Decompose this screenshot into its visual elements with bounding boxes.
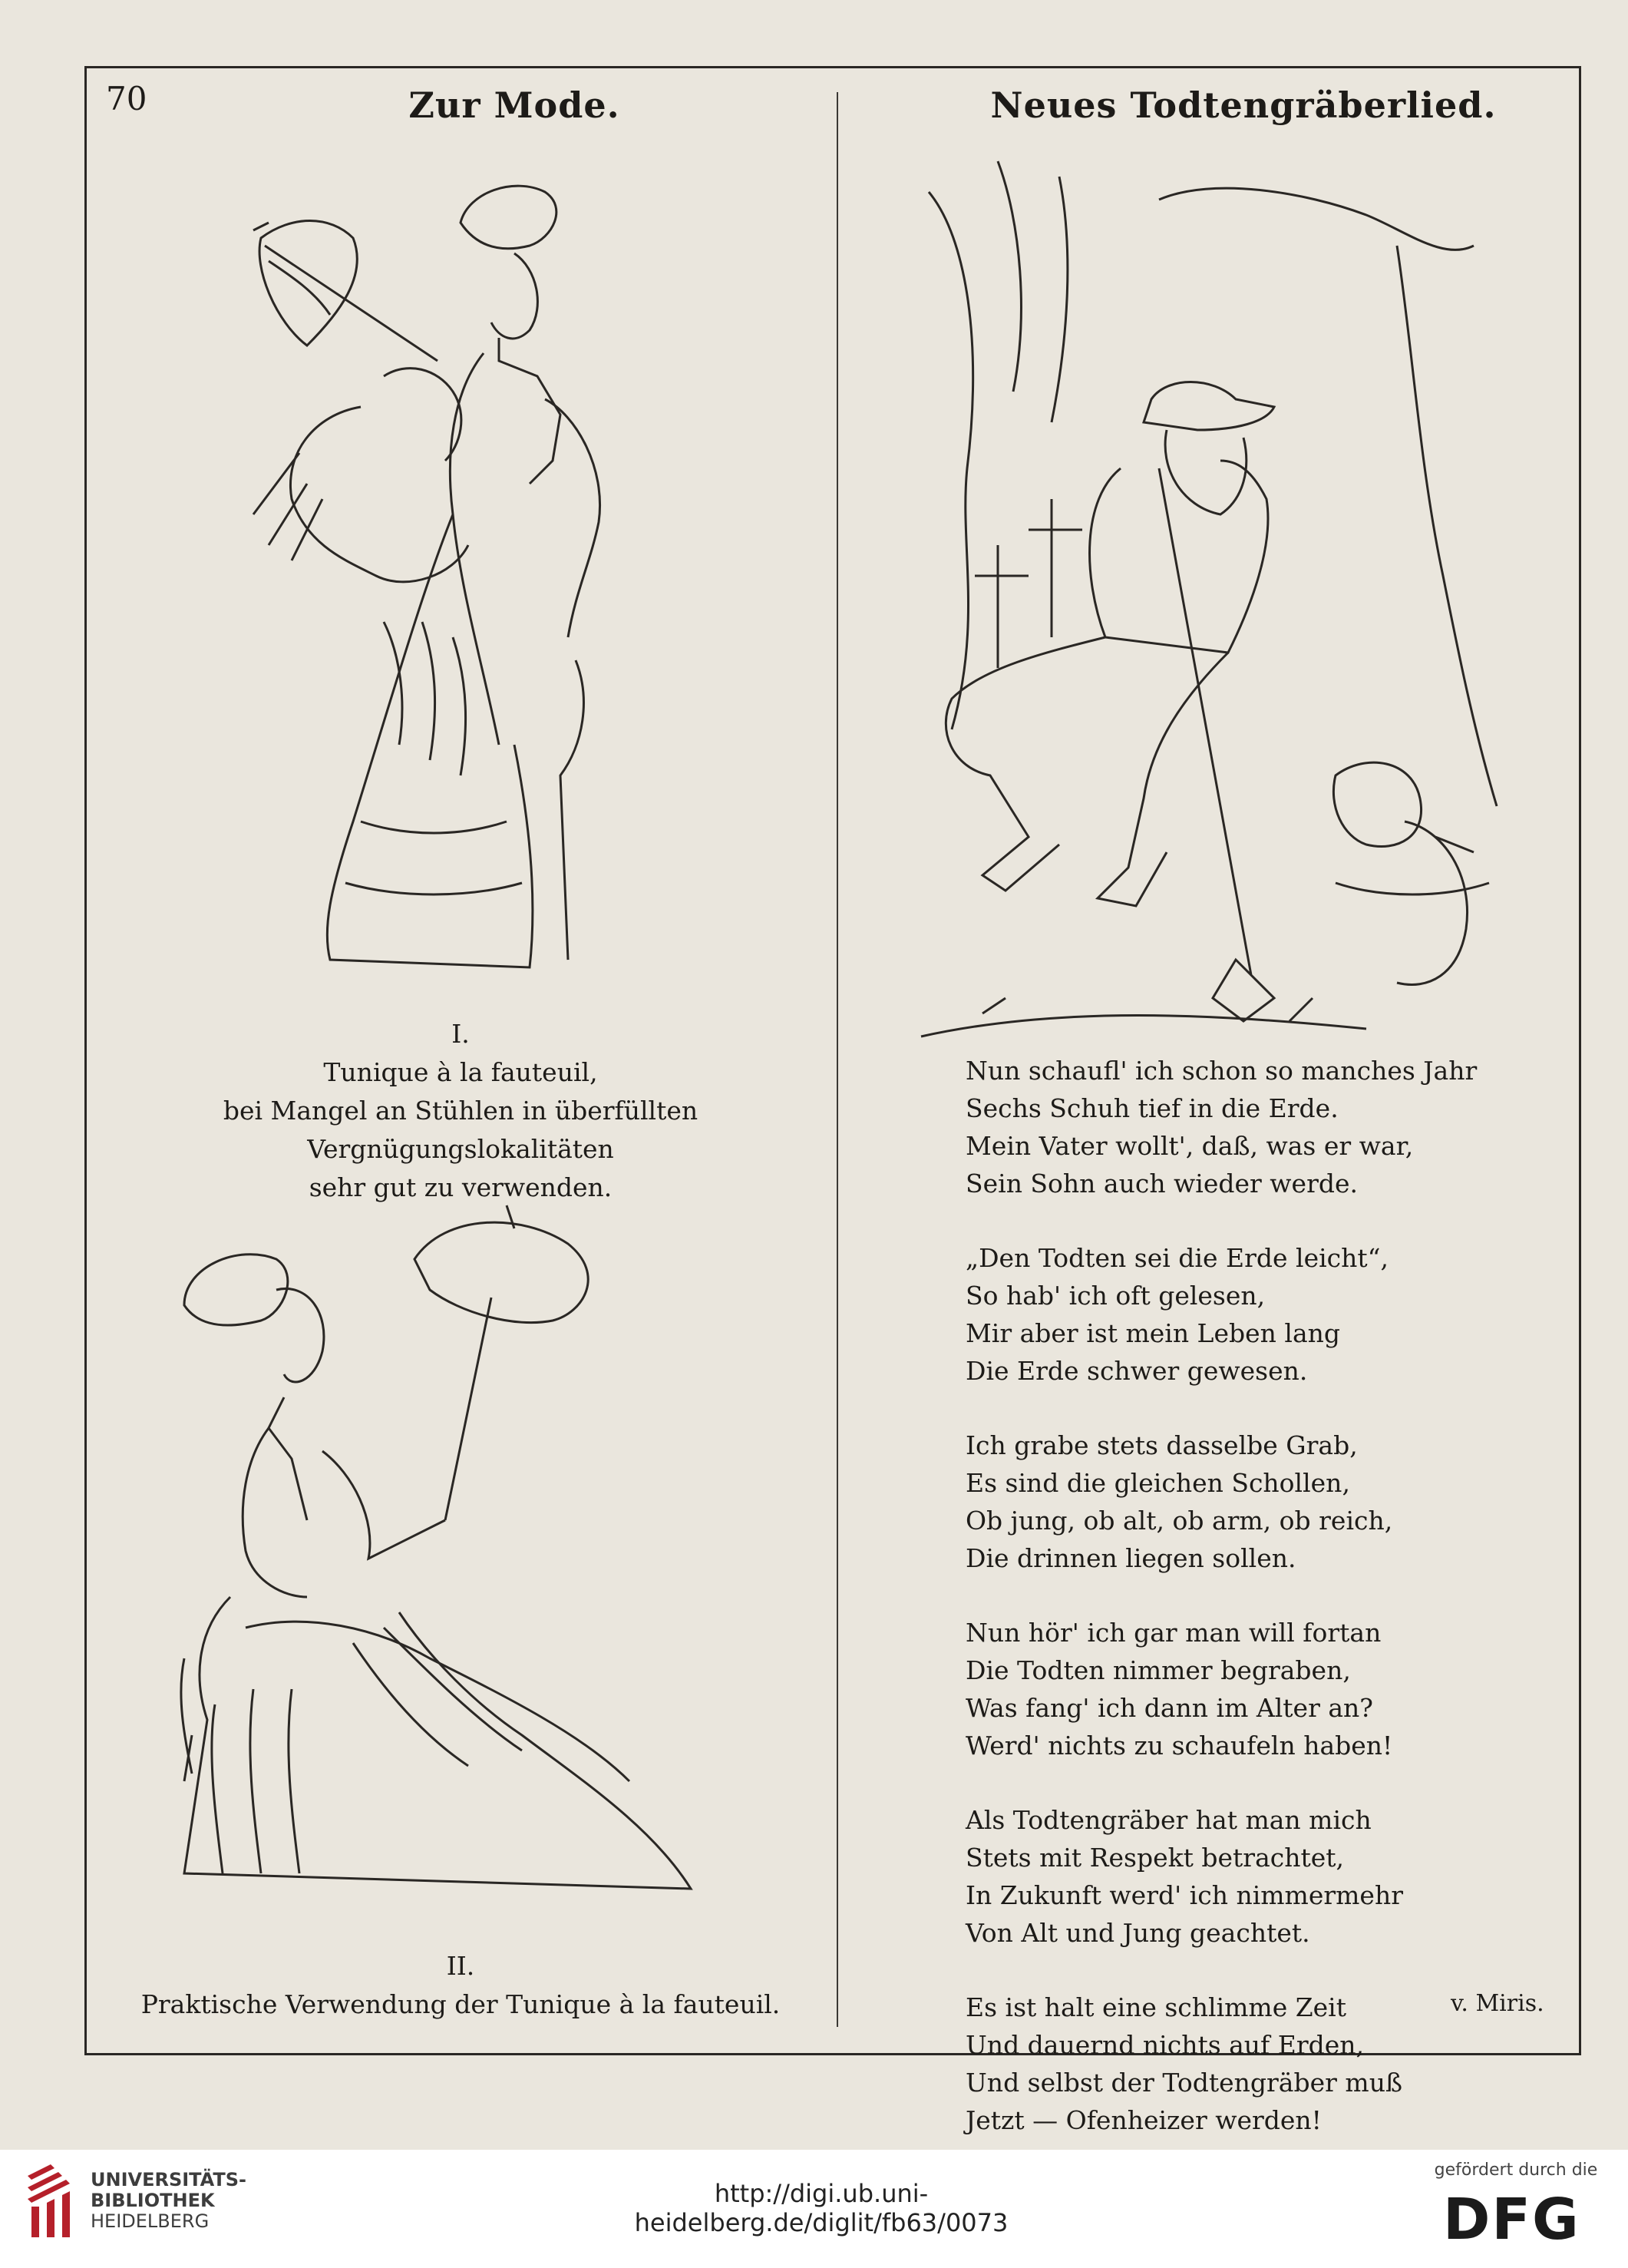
dfg-logo: DFG — [1443, 2187, 1580, 2253]
caption-1-numeral: I. — [451, 1019, 470, 1049]
poem-stanza-2 — [966, 1239, 1518, 1390]
caption-1-line-2: bei Mangel an Stühlen in überfüllten Vergnügungslokalitäten — [223, 1096, 698, 1164]
poem-line: Und selbst der Todtengräber muß — [966, 2068, 1402, 2098]
poem-line: Jetzt — Ofenheizer werden! — [966, 2105, 1322, 2135]
university-library-logo-icon — [20, 2161, 81, 2245]
poem-line: Mir aber ist mein Leben lang — [966, 1318, 1341, 1348]
caption-illustration-1 — [123, 1015, 798, 1207]
poem-line: Sein Sohn auch wieder werde. — [966, 1169, 1359, 1198]
column-divider — [837, 92, 838, 2027]
poem-line: In Zukunft werd' ich nimmermehr — [966, 1880, 1403, 1910]
poem-stanza-5 — [966, 1801, 1518, 1952]
poem-line: Werd' nichts zu schaufeln haben! — [966, 1731, 1393, 1761]
caption-2-line-1: Praktische Verwendung der Tunique à la fauteuil. — [140, 1989, 781, 2019]
poem-stanza-6 — [966, 1989, 1518, 2139]
university-library-name — [91, 2170, 246, 2232]
caption-1-line-3: sehr gut zu verwenden. — [309, 1172, 613, 1202]
illustration-gravedigger — [906, 146, 1504, 1044]
poem-line: Mein Vater wollt', daß, was er war, — [966, 1131, 1414, 1161]
library-name-line-1: UNIVERSITÄTS- — [91, 2169, 247, 2190]
poem-line: Nun hör' ich gar man will fortan — [966, 1618, 1382, 1648]
poem-line: Die Todten nimmer begraben, — [966, 1655, 1351, 1685]
caption-1-line-1: Tunique à la fauteuil, — [323, 1057, 598, 1087]
poem-stanza-4 — [966, 1614, 1518, 1764]
poem-line: Es sind die gleichen Schollen, — [966, 1468, 1350, 1498]
left-column-title: Zur Mode. — [408, 84, 620, 126]
poem-line: Ob jung, ob alt, ob arm, ob reich, — [966, 1506, 1393, 1536]
poem-line: Es ist halt eine schlimme Zeit — [966, 1992, 1346, 2022]
poem-line: Von Alt und Jung geachtet. — [966, 1918, 1310, 1948]
poem-line: Nun schaufl' ich schon so manches Jahr — [966, 1056, 1478, 1086]
poem-line: Ich grabe stets dasselbe Grab, — [966, 1430, 1358, 1460]
poem-stanza-3 — [966, 1427, 1518, 1577]
library-name-line-2: BIBLIOTHEK — [91, 2190, 215, 2211]
funded-by-label: gefördert durch die — [1434, 2161, 1598, 2180]
poem-line: Sechs Schuh tief in die Erde. — [966, 1093, 1339, 1123]
poem-gravedigger-song — [966, 1052, 1518, 2176]
poem-line: Was fang' ich dann im Alter an? — [966, 1693, 1373, 1723]
illustration-standing-woman — [207, 161, 706, 983]
poem-line: Die Erde schwer gewesen. — [966, 1356, 1308, 1386]
poem-line: Als Todtengräber hat man mich — [966, 1805, 1372, 1835]
permalink-url[interactable]: http://digi.ub.uni-heidelberg.de/diglit/fb63/0073 — [634, 2179, 1009, 2237]
poem-line: Stets mit Respekt betrachtet, — [966, 1843, 1345, 1873]
poem-line: Die drinnen liegen sollen. — [966, 1543, 1296, 1573]
page-number: 70 — [106, 80, 147, 117]
illustration-seated-woman — [154, 1198, 768, 1927]
poem-signature: v. Miris. — [1451, 1990, 1544, 2017]
library-name-line-3: HEIDELBERG — [91, 2210, 210, 2232]
right-column-title: Neues Todtengräberlied. — [990, 84, 1497, 126]
poem-line: „Den Todten sei die Erde leicht“, — [966, 1243, 1389, 1273]
caption-2-numeral: II. — [446, 1951, 475, 1981]
caption-illustration-2 — [123, 1947, 798, 2024]
poem-line: So hab' ich oft gelesen, — [966, 1281, 1266, 1311]
poem-stanza-1 — [966, 1052, 1518, 1202]
poem-line: Und dauernd nichts auf Erden, — [966, 2030, 1365, 2060]
